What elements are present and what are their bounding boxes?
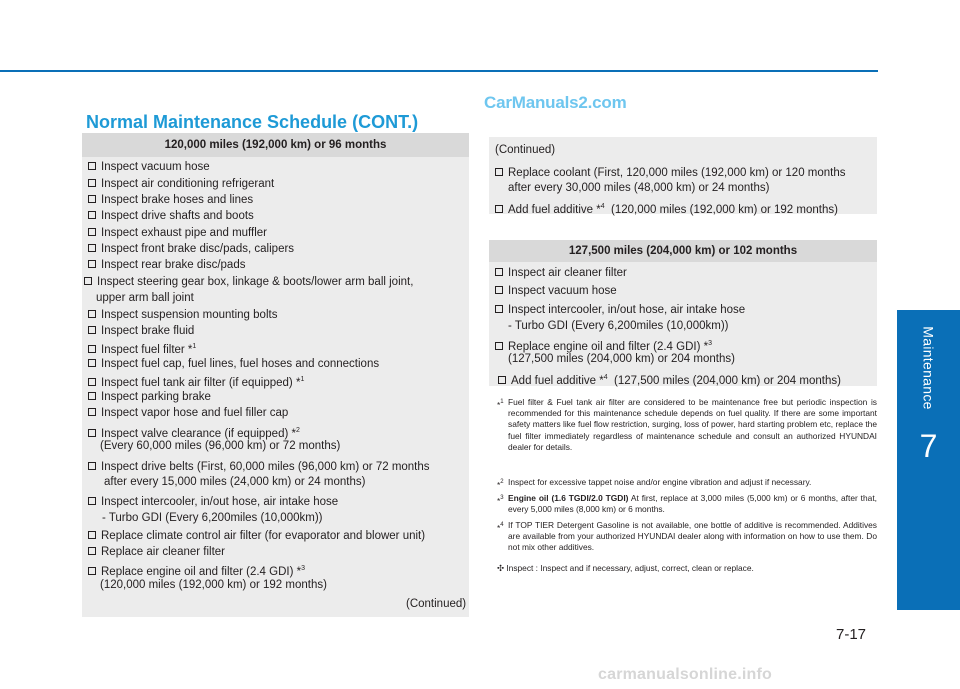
list-item: Inspect fuel tank air filter (if equipped) *$^1$ [88, 372, 304, 391]
list-item: Inspect vacuum hose [88, 159, 210, 175]
list-item-continuation: (127,500 miles (204,000 km) or 204 months) [508, 353, 735, 365]
list-item: Replace engine oil and filter (2.4 GDI) *$^3$ [495, 336, 712, 355]
list-item: Replace climate control air filter (for evaporator and blower unit) [88, 528, 425, 544]
checkbox-icon [88, 260, 96, 268]
list-item: Inspect suspension mounting bolts [88, 307, 277, 323]
checkbox-icon [498, 376, 506, 384]
checkbox-icon [88, 531, 96, 539]
list-item: Inspect intercooler, in/out hose, air intake hose [495, 302, 745, 318]
checkbox-icon [88, 392, 96, 400]
checkbox-icon [84, 277, 92, 285]
schedule-127500-panel [489, 240, 877, 386]
continued-panel [489, 137, 877, 214]
section-tab-number: 7 [919, 428, 938, 464]
list-item: Inspect steering gear box, linkage & boots/lower arm ball joint, [84, 274, 413, 290]
checkbox-icon [495, 268, 503, 276]
footnote-4: *$^4$ If TOP TIER Detergent Gasoline is not available, one bottle of additive is recommended. Additives are available from your authorized HYUNDAI dealer along with information on how to use them. Do not mix other additives. [497, 520, 877, 553]
list-item: Replace air cleaner filter [88, 544, 225, 560]
checkbox-icon [495, 286, 503, 294]
list-item: Inspect exhaust pipe and muffler [88, 225, 267, 241]
checkbox-icon [495, 342, 503, 350]
list-item: Inspect brake hoses and lines [88, 192, 253, 208]
continued-label: (Continued) [406, 598, 467, 610]
footnote-3: *$^3$ Engine oil (1.6 TGDI/2.0 TGDI) At first, replace at 3,000 miles (5,000 km) or 6 months, after that, every 5,000 miles (8,000 km) or 6 months. [497, 493, 877, 515]
list-item: Inspect front brake disc/pads, calipers [88, 241, 294, 257]
checkbox-icon [88, 429, 96, 437]
footnote-2: *$^2$ Inspect for excessive tappet noise and/or engine vibration and adjust if necessary. [497, 477, 812, 490]
list-item-continuation: - Turbo GDI (Every 6,200miles (10,000km)) [508, 320, 729, 332]
schedule-120000-panel [82, 133, 469, 617]
list-item: Inspect brake fluid [88, 323, 194, 339]
checkbox-icon [88, 310, 96, 318]
checkbox-icon [88, 359, 96, 367]
list-item: Inspect rear brake disc/pads [88, 257, 245, 273]
list-item-continuation: after every 30,000 miles (48,000 km) or 24 months) [508, 182, 770, 194]
list-item: Inspect vacuum hose [495, 283, 617, 299]
checkbox-icon [495, 168, 503, 176]
top-rule [0, 70, 878, 72]
checkbox-icon [88, 378, 96, 386]
checkbox-icon [88, 462, 96, 470]
checkbox-icon [495, 305, 503, 313]
checkbox-icon [88, 228, 96, 236]
checkbox-icon [88, 326, 96, 334]
list-item: Add fuel additive *$^4$ (120,000 miles (192,000 km) or 192 months) [495, 199, 838, 218]
checkbox-icon [88, 408, 96, 416]
checkbox-icon [88, 195, 96, 203]
inspect-note: ✣ Inspect : Inspect and if necessary, adjust, correct, clean or replace. [497, 563, 754, 573]
list-item: Inspect valve clearance (if equipped) *$^2$ [88, 423, 300, 442]
list-item: Add fuel additive *$^4$ (127,500 miles (204,000 km) or 204 months) [498, 370, 841, 389]
continued-label: (Continued) [495, 144, 556, 156]
checkbox-icon [88, 345, 96, 353]
footnote-1: *$^1$ Fuel filter & Fuel tank air filter are considered to be maintenance free but periodic inspection is recommended for this maintenance schedule depends on fuel quality. If there are some important safety matters like fuel flow restriction, surging, loss of power, hard starting problem etc, replace the fuel filter immediately regardless of maintenance schedule and consult an authorized HYUNDAI dealer for details. [497, 397, 877, 452]
watermark-top: CarManuals2.com [484, 93, 627, 112]
list-item: Inspect drive shafts and boots [88, 208, 254, 224]
checkbox-icon [88, 567, 96, 575]
list-item-continuation: (Every 60,000 miles (96,000 km) or 72 months) [100, 440, 341, 452]
list-item: Inspect air conditioning refrigerant [88, 176, 274, 192]
panel-header: 127,500 miles (204,000 km) or 102 months [489, 240, 877, 262]
list-item-continuation: upper arm ball joint [96, 292, 194, 304]
checkbox-icon [88, 179, 96, 187]
list-item: Inspect vapor hose and fuel filler cap [88, 405, 288, 421]
list-item: Inspect fuel filter *$^1$ [88, 339, 196, 358]
watermark-bottom: carmanualsonline.info [598, 666, 773, 683]
checkbox-icon [495, 205, 503, 213]
page-heading: Normal Maintenance Schedule (CONT.) [86, 112, 419, 132]
list-item: Inspect intercooler, in/out hose, air intake hose [88, 494, 338, 510]
panel-header: 120,000 miles (192,000 km) or 96 months [82, 133, 469, 157]
page-number: 7-17 [836, 626, 867, 643]
checkbox-icon [88, 211, 96, 219]
list-item-continuation: (120,000 miles (192,000 km) or 192 months) [100, 579, 327, 591]
list-item: Replace engine oil and filter (2.4 GDI) *$^3$ [88, 561, 305, 580]
checkbox-icon [88, 244, 96, 252]
checkbox-icon [88, 547, 96, 555]
list-item: Inspect fuel cap, fuel lines, fuel hoses and connections [88, 356, 379, 372]
section-tab-label: Maintenance [920, 326, 937, 410]
list-item: Replace coolant (First, 120,000 miles (192,000 km) or 120 months [495, 165, 846, 181]
checkbox-icon [88, 162, 96, 170]
list-item: Inspect drive belts (First, 60,000 miles (96,000 km) or 72 months [88, 459, 430, 475]
checkbox-icon [88, 497, 96, 505]
list-item: Inspect parking brake [88, 389, 211, 405]
list-item-continuation: - Turbo GDI (Every 6,200miles (10,000km)) [102, 512, 323, 524]
list-item: Inspect air cleaner filter [495, 265, 627, 281]
list-item-continuation: after every 15,000 miles (24,000 km) or 24 months) [104, 476, 366, 488]
